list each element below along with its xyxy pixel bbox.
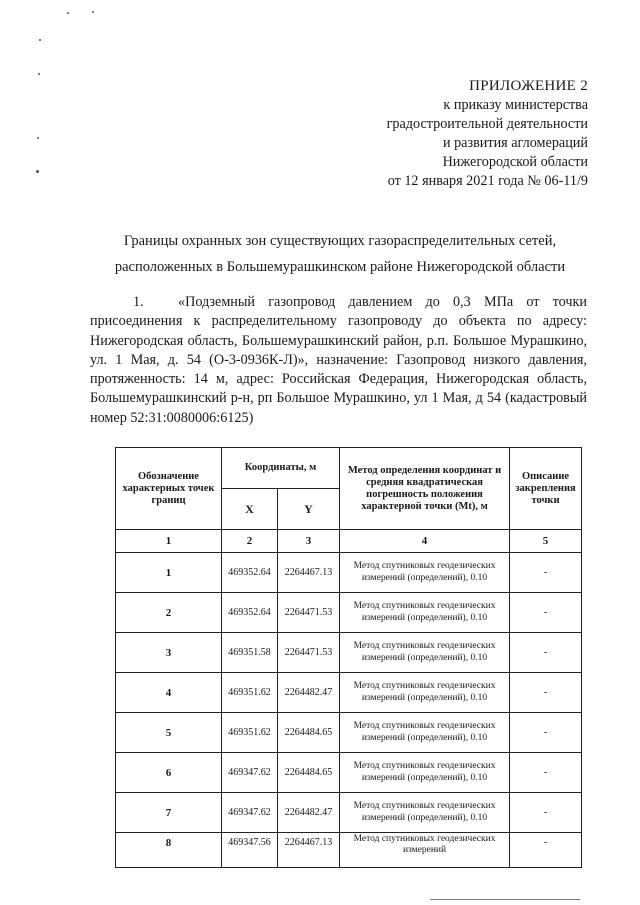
cell-x: 469351.62 xyxy=(222,713,278,753)
appendix-block xyxy=(288,77,588,191)
cell-description: - xyxy=(510,673,582,713)
cell-x: 469347.62 xyxy=(222,753,278,793)
cell-y: 2264484.65 xyxy=(278,753,340,793)
cell-description: - xyxy=(510,753,582,793)
cell-point: 8 xyxy=(116,833,222,868)
cell-x: 469347.62 xyxy=(222,793,278,833)
cell-y: 2264482.47 xyxy=(278,793,340,833)
column-number: 4 xyxy=(340,530,510,553)
appendix-title: ПРИЛОЖЕНИЕ 2 xyxy=(469,78,588,94)
cell-method: Метод спутниковых геодезических измерений (определений), 0.10 xyxy=(340,633,510,673)
cell-x: 469351.62 xyxy=(222,673,278,713)
header-coords: Координаты, м xyxy=(222,448,340,489)
table-header-row xyxy=(116,448,582,489)
column-number: 5 xyxy=(510,530,582,553)
scan-speck xyxy=(36,170,39,173)
cell-method: Метод спутниковых геодезических измерений (определений), 0.10 xyxy=(340,673,510,713)
cell-description: - xyxy=(510,553,582,593)
item-paragraph xyxy=(90,293,587,428)
cell-description: - xyxy=(510,833,582,868)
cell-method: Метод спутниковых геодезических измерений xyxy=(340,833,510,868)
appendix-line: градостроительной деятельности xyxy=(386,116,588,132)
cell-point: 4 xyxy=(116,673,222,713)
table-row xyxy=(116,553,582,593)
cell-x: 469352.64 xyxy=(222,553,278,593)
cell-description: - xyxy=(510,633,582,673)
cell-point: 2 xyxy=(116,593,222,633)
header-y: Y xyxy=(278,489,340,530)
cell-y: 2264471.53 xyxy=(278,633,340,673)
cell-x: 469347.56 xyxy=(222,833,278,868)
cell-x: 469351.58 xyxy=(222,633,278,673)
cell-point: 3 xyxy=(116,633,222,673)
table-row xyxy=(116,713,582,753)
table-row xyxy=(116,793,582,833)
appendix-line: Нижегородской области xyxy=(442,154,588,170)
scan-speck xyxy=(67,12,69,14)
document-title xyxy=(80,228,600,280)
cell-method: Метод спутниковых геодезических измерений (определений), 0.10 xyxy=(340,793,510,833)
cell-y: 2264482.47 xyxy=(278,673,340,713)
column-number-row xyxy=(116,530,582,553)
scan-speck xyxy=(38,73,40,75)
coordinates-table xyxy=(115,447,582,868)
scan-speck xyxy=(37,137,39,139)
cell-y: 2264467.13 xyxy=(278,553,340,593)
bottom-edge-line xyxy=(430,899,580,900)
cell-description: - xyxy=(510,593,582,633)
cell-method: Метод спутниковых геодезических измерений (определений), 0.10 xyxy=(340,593,510,633)
scan-speck xyxy=(39,39,41,41)
header-method: Метод определения координат и средняя квадратическая погрешность положения характерной точки (Mt), м xyxy=(340,448,510,530)
cell-point: 7 xyxy=(116,793,222,833)
table-row xyxy=(116,753,582,793)
cell-y: 2264467.13 xyxy=(278,833,340,868)
table-row xyxy=(116,833,582,868)
scan-speck xyxy=(92,11,94,13)
column-number: 3 xyxy=(278,530,340,553)
appendix-line: и развития агломераций xyxy=(442,135,588,151)
column-number: 2 xyxy=(222,530,278,553)
cell-point: 6 xyxy=(116,753,222,793)
table-row xyxy=(116,633,582,673)
cell-method: Метод спутниковых геодезических измерений (определений), 0.10 xyxy=(340,553,510,593)
title-line: расположенных в Большемурашкинском районе Нижегородской области xyxy=(114,259,566,275)
cell-point: 1 xyxy=(116,553,222,593)
cell-method: Метод спутниковых геодезических измерений (определений), 0.10 xyxy=(340,713,510,753)
cell-y: 2264484.65 xyxy=(278,713,340,753)
cell-x: 469352.64 xyxy=(222,593,278,633)
appendix-line: к приказу министерства xyxy=(443,97,588,113)
appendix-line: от 12 января 2021 года № 06-11/9 xyxy=(387,173,588,189)
cell-description: - xyxy=(510,793,582,833)
cell-method: Метод спутниковых геодезических измерений (определений), 0.10 xyxy=(340,753,510,793)
title-line: Границы охранных зон существующих газораспределительных сетей, xyxy=(123,233,557,249)
header-point: Обозначение характерных точек границ xyxy=(116,448,222,530)
table-row xyxy=(116,673,582,713)
cell-y: 2264471.53 xyxy=(278,593,340,633)
item-number: 1. xyxy=(133,294,144,310)
cell-point: 5 xyxy=(116,713,222,753)
item-text: «Подземный газопровод давлением до 0,3 МПа от точки присоединения к распределительному газопроводу до объекта по адресу: Нижегородская область, Большемурашкинский район, р.п. Большое Мурашкино, ул. 1 Мая, д. 54 (О-3-0936К-Л)», назначение: Газопровод низкого давления, протяженность: 14 м, адрес: Российская Федерация, Нижегородская область, Большемурашкинский р-н, рп Большое Мурашкино, ул 1 Мая, д 54 (кадастровый номер 52:31:0080006:6125) xyxy=(90,294,587,426)
cell-description: - xyxy=(510,713,582,753)
header-description: Описание закрепления точки xyxy=(510,448,582,530)
column-number: 1 xyxy=(116,530,222,553)
table-row xyxy=(116,593,582,633)
header-x: X xyxy=(222,489,278,530)
